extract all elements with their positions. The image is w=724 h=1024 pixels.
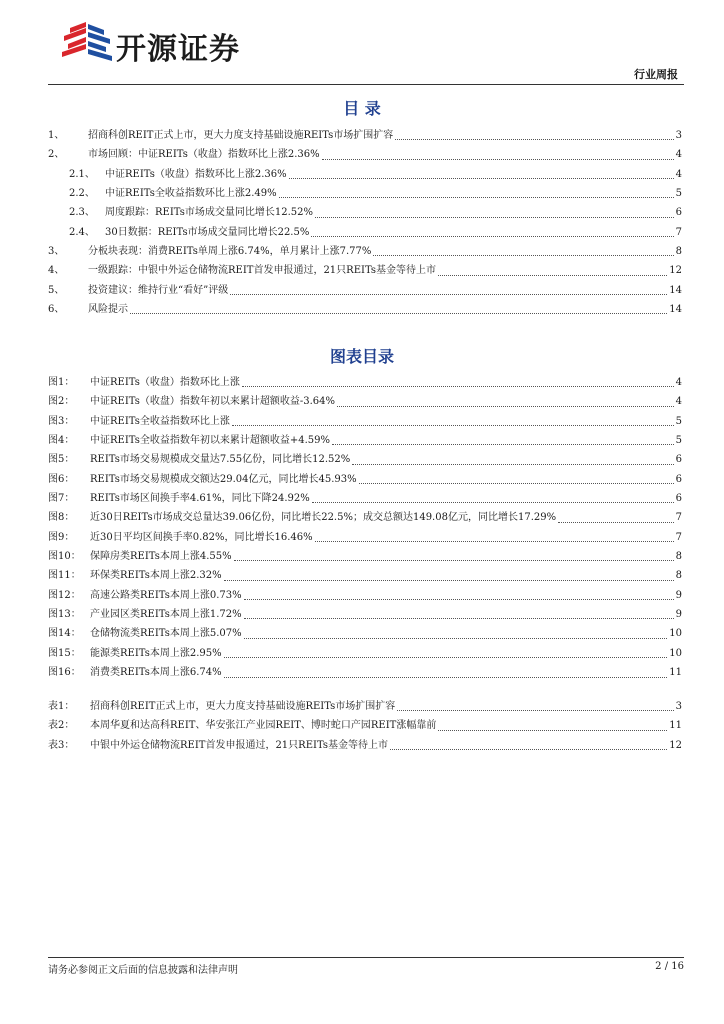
toc-list [48,126,682,319]
entry-page: 3 [675,701,682,712]
entry-title: REITs市场区间换手率4.61%，同比下降24.92% [90,493,310,505]
entry-title: 本周华夏和达高科REIT、华安张江产业园REIT、博时蛇口产园REIT涨幅靠前 [90,720,437,732]
entry-page: 8 [675,570,682,582]
dot-leader [244,599,674,600]
entry-title: 中证REITs（收盘）指数环比上涨2.36% [105,168,287,180]
entry-page: 6 [675,473,682,485]
toc-entry[interactable] [48,165,682,184]
entry-number: 图15： [48,647,81,659]
report-type: 行业周报 [634,68,678,81]
entry-page: 6 [675,207,682,219]
entry-page: 4 [675,149,682,161]
entry-page: 11 [669,720,682,732]
entry-title: 市场回顾：中证REITs（收盘）指数环比上涨2.36% [88,149,320,161]
entry-title: 招商科创REIT正式上市，更大力度支持基础设施REITs市场扩围扩容 [88,130,394,141]
entry-title: 一级跟踪：中银中外运仓储物流REIT首发申报通过，21只REITs基金等待上市 [88,265,437,277]
list-item[interactable] [48,566,682,585]
entry-title: 投资建议：维持行业“看好”评级 [88,284,229,296]
dot-leader [397,710,673,711]
toc-entry[interactable] [48,223,682,242]
dot-leader [395,139,673,140]
entry-page: 3 [675,130,682,141]
entry-page: 7 [675,512,682,524]
entry-page: 5 [675,435,682,447]
toc-entry[interactable] [48,126,682,145]
entry-number: 图5： [48,454,75,466]
dot-leader [438,730,667,731]
header-divider [48,84,684,85]
entry-number: 2、 [48,149,65,161]
page-number: 2 / 16 [655,961,684,972]
entry-number: 2.4、 [69,226,95,238]
dot-leader [279,197,674,198]
entry-title: 中证REITs全收益指数年初以来累计超额收益+4.59% [90,435,330,447]
dot-leader [373,255,673,256]
dot-leader [224,580,674,581]
entry-page: 9 [675,589,682,601]
entry-page: 12 [669,265,682,277]
entry-number: 表3： [48,739,75,751]
list-item[interactable] [48,392,682,411]
entry-title: 产业园区类REITs本周上涨1.72% [90,609,242,621]
toc-entry[interactable] [48,184,682,203]
entry-number: 2.1、 [69,168,95,180]
list-item[interactable] [48,716,682,735]
entry-number: 图7： [48,493,75,505]
toc-entry[interactable] [48,281,682,300]
entry-number: 1、 [48,130,65,141]
list-item[interactable] [48,663,682,682]
entry-page: 14 [669,304,682,316]
list-item[interactable] [48,736,682,755]
entry-title: 消费类REITs本周上涨6.74% [90,667,222,679]
entry-number: 图9： [48,531,75,543]
toc-entry[interactable] [48,261,682,280]
entry-page: 8 [675,246,682,258]
list-item[interactable] [48,508,682,527]
entry-number: 2.2、 [69,188,95,200]
entry-title: 分板块表现：消费REITs单周上涨6.74%，单月累计上涨7.77% [88,246,372,258]
entry-page: 5 [675,188,682,200]
entry-page: 5 [675,415,682,427]
entry-title: 招商科创REIT正式上市，更大力度支持基础设施REITs市场扩围扩容 [90,701,396,712]
entry-title: 近30日平均区间换手率0.82%，同比增长16.46% [90,531,313,543]
dot-leader [332,444,674,445]
entry-page: 7 [675,226,682,238]
dot-leader [322,159,674,160]
entry-number: 图4： [48,435,75,447]
entry-page: 4 [675,396,682,408]
entry-title: 中银中外运仓储物流REIT首发申报通过，21只REITs基金等待上市 [90,739,389,751]
entry-title: 仓储物流类REITs本周上涨5.07% [90,628,242,640]
list-item[interactable] [48,547,682,566]
dot-leader [315,541,674,542]
toc-entry[interactable] [48,300,682,319]
entry-number: 图10： [48,551,81,563]
entry-title: 高速公路类REITs本周上涨0.73% [90,589,242,601]
entry-number: 图13： [48,609,81,621]
dot-leader [352,464,673,465]
dot-leader [244,618,674,619]
dot-leader [242,386,674,387]
entry-number: 图2： [48,396,75,408]
list-item[interactable] [48,450,682,469]
list-item[interactable] [48,644,682,663]
list-item[interactable] [48,470,682,489]
dot-leader [232,425,674,426]
dot-leader [390,749,667,750]
dot-leader [315,217,674,218]
dot-leader [130,313,667,314]
entry-page: 7 [675,531,682,543]
page-header [48,22,684,84]
entry-number: 5、 [48,284,65,296]
entry-number: 图12： [48,589,81,601]
list-item[interactable] [48,412,682,431]
dot-leader [311,236,673,237]
toc-title: 目 录 [343,99,381,118]
kaiyuan-logo-icon [56,22,114,66]
dot-leader [438,275,667,276]
dot-leader [289,178,674,179]
list-item[interactable] [48,528,682,547]
entry-number: 图14： [48,628,81,640]
dot-leader [558,522,674,523]
entry-title: 中证REITs全收益指数环比上涨2.49% [105,188,277,200]
entry-number: 图11： [48,570,81,582]
entry-title: REITs市场交易规模成交额达29.04亿元，同比增长45.93% [90,473,357,485]
entry-number: 图8： [48,512,75,524]
entry-title: 保障房类REITs本周上涨4.55% [90,551,232,563]
toc-entry[interactable] [48,242,682,261]
list-item[interactable] [48,605,682,624]
toc-entry[interactable] [48,145,682,164]
entry-page: 4 [675,168,682,180]
brand-name: 开源证券 [116,32,240,67]
entry-title: 近30日REITs市场成交总量达39.06亿份，同比增长22.5%；成交总额达149.08亿元，同比增长17.29% [90,512,557,524]
dot-leader [224,657,668,658]
toc-entry[interactable] [48,203,682,222]
entry-title: 中证REITs（收盘）指数环比上涨 [90,377,240,388]
entry-number: 图16： [48,667,81,679]
entry-page: 10 [669,628,682,640]
list-item[interactable] [48,586,682,605]
list-item[interactable] [48,431,682,450]
list-item[interactable] [48,373,682,392]
entry-page: 4 [675,377,682,388]
entry-number: 3、 [48,246,65,258]
table-list [48,697,682,755]
dot-leader [244,638,668,639]
figure-list-title: 图表目录 [329,347,394,366]
entry-number: 4、 [48,265,65,277]
entry-title: REITs市场交易规模成交量达7.55亿份，同比增长12.52% [90,454,351,466]
entry-number: 图3： [48,415,75,427]
entry-title: 环保类REITs本周上涨2.32% [90,570,222,582]
entry-title: 风险提示 [88,304,128,316]
entry-page: 14 [669,284,682,296]
entry-page: 9 [675,609,682,621]
entry-number: 表2： [48,720,75,732]
list-item[interactable] [48,697,682,716]
entry-title: 周度跟踪：REITs市场成交量同比增长12.52% [105,207,313,219]
figure-list [48,373,682,683]
list-item[interactable] [48,624,682,643]
entry-number: 表1： [48,701,75,712]
dot-leader [312,502,674,503]
dot-leader [234,560,674,561]
entry-page: 6 [675,454,682,466]
entry-page: 8 [675,551,682,563]
entry-number: 图6： [48,473,75,485]
entry-title: 中证REITs（收盘）指数年初以来累计超额收益-3.64% [90,396,335,408]
entry-title: 30日数据：REITs市场成交量同比增长22.5% [105,226,310,238]
dot-leader [230,294,667,295]
list-item[interactable] [48,489,682,508]
entry-title: 能源类REITs本周上涨2.95% [90,647,222,659]
dot-leader [359,483,674,484]
entry-number: 6、 [48,304,65,316]
entry-number: 2.3、 [69,207,95,219]
entry-page: 10 [669,647,682,659]
dot-leader [224,677,668,678]
footer-divider [48,957,684,958]
entry-number: 图1： [48,377,75,388]
entry-page: 6 [675,493,682,505]
footer-disclaimer: 请务必参阅正文后面的信息披露和法律声明 [48,965,238,976]
entry-title: 中证REITs全收益指数环比上涨 [90,415,230,427]
entry-page: 11 [669,667,682,679]
entry-page: 12 [669,739,682,751]
dot-leader [337,406,674,407]
